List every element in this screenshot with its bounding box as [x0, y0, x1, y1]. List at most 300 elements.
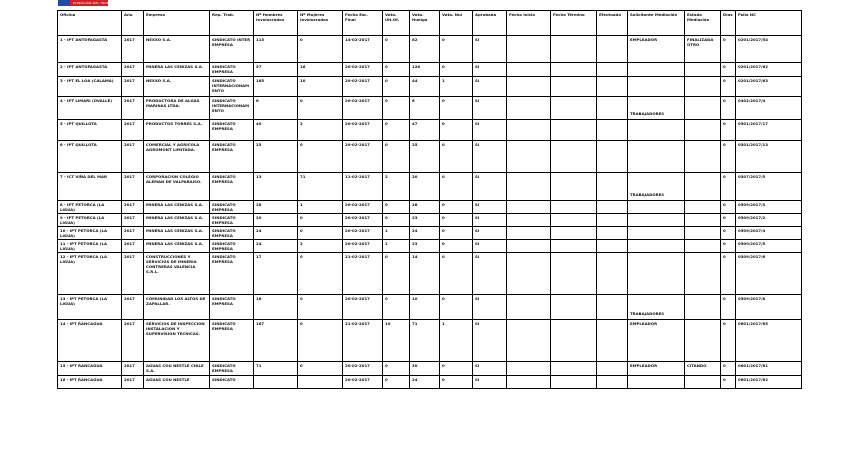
table-cell: 165 — [254, 77, 298, 97]
table-cell — [551, 120, 597, 141]
table-cell — [597, 320, 628, 362]
table-cell: 24 — [410, 376, 440, 389]
table-cell: MINERA LAS CENIZAS S.A. — [144, 63, 210, 77]
table-cell: 2017 — [122, 240, 144, 253]
table-cell: SINDICATO — [210, 376, 254, 389]
table-cell: 1 - IPT ANTOFAGASTA — [58, 36, 122, 63]
table-cell: SI — [473, 97, 507, 120]
table-row — [58, 240, 802, 253]
table-cell: 0 — [721, 141, 736, 173]
table-row — [58, 141, 802, 173]
table-row — [58, 214, 802, 227]
table-row — [58, 120, 802, 141]
table-cell: 2017 — [122, 362, 144, 376]
table-cell — [298, 376, 343, 389]
table-cell: 0 — [298, 253, 343, 295]
table-cell: 20 — [410, 173, 440, 201]
table-cell — [685, 240, 721, 253]
table-row — [58, 376, 802, 389]
table-cell — [551, 376, 597, 389]
table-cell: 1 — [383, 227, 410, 240]
column-header: Efectuada — [597, 11, 628, 36]
table-cell: 0 — [383, 214, 410, 227]
table-cell: 126 — [410, 63, 440, 77]
table-cell — [597, 376, 628, 389]
table-cell: SINDICATO EMPRESA — [210, 295, 254, 320]
table-cell: 3 - IPT EL LOA (CALAMA) — [58, 77, 122, 97]
column-header: Aprobada — [473, 11, 507, 36]
column-header: Estado Mediación — [685, 11, 721, 36]
table-cell: SINDICATO EMPRESA — [210, 201, 254, 214]
table-cell: 25 — [254, 141, 298, 173]
table-cell — [628, 227, 685, 240]
table-cell: 24 — [254, 227, 298, 240]
column-header: Fecha Inicio — [507, 11, 551, 36]
table-cell: 0 — [440, 120, 473, 141]
table-cell — [507, 63, 551, 77]
table-cell: CITANDO — [685, 362, 721, 376]
table-cell: 0 — [383, 97, 410, 120]
table-cell: SINDICATO EMPRESA — [210, 120, 254, 141]
table-cell: SINDICATO EMPRESA — [210, 253, 254, 295]
table-cell: 20-02-2017 — [343, 63, 383, 77]
table-cell: 0 — [440, 201, 473, 214]
table-cell: 0 — [383, 77, 410, 97]
table-cell: 0 — [440, 173, 473, 201]
table-cell: SI — [473, 36, 507, 63]
column-header: Días — [721, 11, 736, 36]
table-cell: 2017 — [122, 173, 144, 201]
table-cell: SI — [473, 120, 507, 141]
table-cell: 57 — [254, 63, 298, 77]
table-cell: SINDICATO EMPRESA — [210, 320, 254, 362]
table-cell: SI — [473, 214, 507, 227]
table-cell — [597, 63, 628, 77]
table-cell: 2017 — [122, 214, 144, 227]
table-cell — [551, 201, 597, 214]
table-cell: 0509/2017/8 — [736, 295, 802, 320]
table-cell: 0 — [383, 36, 410, 63]
column-header: Fecha Esc. Final — [343, 11, 383, 36]
table-cell: 0 — [383, 201, 410, 214]
table-cell: 20-02-2017 — [343, 201, 383, 214]
table-cell: SI — [473, 63, 507, 77]
table-cell: 0501/2017/17 — [736, 120, 802, 141]
table-cell — [597, 36, 628, 63]
table-row — [58, 295, 802, 320]
table-cell: 20-02-2017 — [343, 295, 383, 320]
table-cell — [685, 141, 721, 173]
table-cell — [507, 376, 551, 389]
table-cell — [597, 362, 628, 376]
table-cell — [628, 77, 685, 97]
table-cell — [551, 253, 597, 295]
table-cell: 0 — [298, 214, 343, 227]
negotiations-table — [57, 10, 802, 389]
table-cell: 0 — [721, 240, 736, 253]
table-cell: AGUAS COU NESTLE CHILE S.A. — [144, 362, 210, 376]
table-cell: 0402/2017/4 — [736, 97, 802, 120]
table-cell: 2017 — [122, 77, 144, 97]
table-cell: 5 - IPT QUILLOTA — [58, 120, 122, 141]
table-cell: 15 - IPT RANCAGUA — [58, 362, 122, 376]
table-cell: 0 — [298, 141, 343, 173]
table-cell: 0 — [440, 240, 473, 253]
table-cell — [551, 240, 597, 253]
column-header: Nº Hombres Involucrados — [254, 11, 298, 36]
table-row — [58, 320, 802, 362]
table-cell: 0 — [298, 36, 343, 63]
column-header: Solicitante Mediación — [628, 11, 685, 36]
table-cell: 113 — [254, 36, 298, 63]
table-cell: 0509/2017/4 — [736, 227, 802, 240]
table-cell: 20-02-2017 — [343, 240, 383, 253]
table-cell: 20-02-2017 — [343, 227, 383, 240]
table-cell — [507, 227, 551, 240]
table-cell — [597, 227, 628, 240]
table-cell: 71 — [298, 173, 343, 201]
table-cell: 25 — [410, 141, 440, 173]
table-body — [58, 36, 802, 389]
table-cell: 82 — [410, 36, 440, 63]
table-cell — [597, 201, 628, 214]
table-cell: 10 - IPT PETORCA (LA LIGUA) — [58, 227, 122, 240]
table-cell — [551, 63, 597, 77]
table-cell: 0 — [721, 201, 736, 214]
table-cell: EMPLEADOR — [628, 362, 685, 376]
table-cell — [551, 295, 597, 320]
table-cell — [507, 120, 551, 141]
table-cell: 20-02-2017 — [343, 362, 383, 376]
table-cell: SI — [473, 201, 507, 214]
table-cell: SI — [473, 253, 507, 295]
column-header: Empresa — [144, 11, 210, 36]
table-cell: TRABAJADORES — [628, 295, 685, 320]
table-cell — [685, 214, 721, 227]
table-cell: 2 - IPT ANTOFAGASTA — [58, 63, 122, 77]
table-cell: 0509/2017/5 — [736, 240, 802, 253]
table-cell: 20 — [254, 214, 298, 227]
table-cell: COMERCIAL Y AGRICOLA AGROMONT LIMITADA. — [144, 141, 210, 173]
table-cell — [507, 253, 551, 295]
table-cell: 0 — [298, 227, 343, 240]
table-cell: SINDICATO INTERNACIONAMENTO — [210, 77, 254, 97]
table-cell: 10 — [383, 320, 410, 362]
table-cell — [597, 77, 628, 97]
table-cell — [597, 173, 628, 201]
table-cell: SI — [473, 77, 507, 97]
table-cell: 0 — [440, 97, 473, 120]
table-row — [58, 36, 802, 63]
table-cell: SINDICATO EMPRESA — [210, 227, 254, 240]
table-cell — [507, 77, 551, 97]
column-header: Nº Mujeres Involucradas — [298, 11, 343, 36]
table-cell — [551, 77, 597, 97]
table-cell: SI — [473, 376, 507, 389]
table-cell — [551, 141, 597, 173]
table-cell: 0 — [721, 295, 736, 320]
table-cell — [597, 141, 628, 173]
table-cell: 6 — [410, 97, 440, 120]
table-cell: TRABAJADORES — [628, 173, 685, 201]
table-cell: SI — [473, 141, 507, 173]
table-row — [58, 97, 802, 120]
table-row — [58, 77, 802, 97]
table-cell: MINERA LAS CENIZAS S.A. — [144, 227, 210, 240]
table-cell: PRODUCTORA DE ALGAS MARINAS LTDA. — [144, 97, 210, 120]
table-cell — [507, 320, 551, 362]
table-cell — [628, 240, 685, 253]
table-cell: 2 — [298, 120, 343, 141]
table-cell: 2017 — [122, 120, 144, 141]
table-cell: 0601/2017/81 — [736, 362, 802, 376]
table-cell — [628, 201, 685, 214]
table-cell: 0 — [721, 376, 736, 389]
table-cell — [597, 253, 628, 295]
table-cell: 28 — [410, 201, 440, 214]
table-cell: 9 - IPT PETORCA (LA LIGUA) — [58, 214, 122, 227]
table-cell: 0 — [440, 214, 473, 227]
table-cell: PRODUCTOS TORRES S.A. — [144, 120, 210, 141]
table-cell — [507, 214, 551, 227]
table-cell — [507, 173, 551, 201]
table-cell — [254, 376, 298, 389]
table-cell: 0 — [721, 63, 736, 77]
table-cell: 23 — [410, 214, 440, 227]
table-cell: 13 - IPT PETORCA (LA LIGUA) — [58, 295, 122, 320]
table-row — [58, 201, 802, 214]
table-cell: 6 — [254, 97, 298, 120]
table-cell: 0 — [721, 320, 736, 362]
table-cell: 167 — [254, 320, 298, 362]
table-cell: 2017 — [122, 63, 144, 77]
table-cell: 0 — [383, 253, 410, 295]
table-cell: NEXXO S.A. — [144, 77, 210, 97]
table-cell: 2017 — [122, 253, 144, 295]
column-header: Fecha Término — [551, 11, 597, 36]
table-cell — [551, 97, 597, 120]
table-cell — [551, 362, 597, 376]
table-cell: 0201/2017/62 — [736, 63, 802, 77]
table-cell — [551, 227, 597, 240]
table-cell: 24 — [410, 227, 440, 240]
table-cell: 71 — [254, 362, 298, 376]
table-cell: 0 — [440, 141, 473, 173]
table-cell: SI — [473, 173, 507, 201]
table-cell: 0 — [721, 36, 736, 63]
table-header-row — [58, 11, 802, 36]
table-cell: 2017 — [122, 141, 144, 173]
table-cell — [551, 214, 597, 227]
table-cell: 0 — [440, 253, 473, 295]
table-cell — [685, 77, 721, 97]
table-cell: SI — [473, 240, 507, 253]
table-cell: SINDICATO INTER EMPRESA — [210, 36, 254, 63]
table-cell: 20-02-2017 — [343, 120, 383, 141]
table-cell: 44 — [410, 77, 440, 97]
table-cell: 0 — [721, 120, 736, 141]
table-cell: 4 - IPT LIMARI (OVALLE) — [58, 97, 122, 120]
table-cell: 21-02-2017 — [343, 320, 383, 362]
table-cell — [685, 295, 721, 320]
table-cell: 0 — [440, 63, 473, 77]
table-cell: 0 — [298, 97, 343, 120]
logo-text: DIRECCIÓN DEL TRABAJO — [73, 1, 116, 5]
table-cell: 11 - IPT PETORCA (LA LIGUA) — [58, 240, 122, 253]
table-cell — [597, 295, 628, 320]
logo — [58, 0, 116, 6]
column-header: Rep. Trab. — [210, 11, 254, 36]
table-cell — [685, 376, 721, 389]
column-header: Oficina — [58, 11, 122, 36]
table-cell: COMUNIDAD LOS ALTOS DE ZAPALLAR. — [144, 295, 210, 320]
table-cell: 0 — [440, 362, 473, 376]
table-cell: SINDICATO EMPRESA — [210, 240, 254, 253]
table-cell: 0601/2017/85 — [736, 320, 802, 362]
table-cell — [597, 214, 628, 227]
table-cell: 28 — [254, 201, 298, 214]
table-cell — [628, 63, 685, 77]
table-cell: 71 — [410, 320, 440, 362]
table-cell: 14 — [410, 253, 440, 295]
table-cell: 20-02-2017 — [343, 77, 383, 97]
table-row — [58, 253, 802, 295]
table-cell: EMPLEADOR — [628, 36, 685, 63]
table-cell: 1 — [440, 320, 473, 362]
table-cell — [685, 173, 721, 201]
table-cell — [628, 376, 685, 389]
table-cell: 0 — [721, 214, 736, 227]
table-cell: 20-02-2017 — [343, 141, 383, 173]
table-cell — [507, 201, 551, 214]
table-cell: SI — [473, 362, 507, 376]
table-cell: 10 — [410, 295, 440, 320]
table-cell: 0 — [440, 295, 473, 320]
table-cell — [507, 36, 551, 63]
table-cell: SINDICATO EMPRESA — [210, 63, 254, 77]
table-cell — [597, 97, 628, 120]
table-cell — [507, 240, 551, 253]
table-cell: 0 — [721, 253, 736, 295]
table-cell — [685, 201, 721, 214]
table-cell: 16 - IPT RANCAGUA — [58, 376, 122, 389]
table-cell: 12 - IPT PETORCA (LA LIGUA) — [58, 253, 122, 295]
table-cell: 0 — [383, 362, 410, 376]
table-cell: 11-02-2017 — [343, 173, 383, 201]
table-cell: 20-02-2017 — [343, 376, 383, 389]
table-cell: 14-02-2017 — [343, 36, 383, 63]
table-cell: 7 - ICT VIÑA DEL MAR — [58, 173, 122, 201]
table-cell — [685, 120, 721, 141]
table-cell: 10 — [298, 77, 343, 97]
table-cell: 21-02-2017 — [343, 253, 383, 295]
table-cell: 0 — [383, 120, 410, 141]
table-cell — [597, 240, 628, 253]
table-cell — [507, 295, 551, 320]
table-cell: 1 — [298, 201, 343, 214]
table-cell: 8 - IPT PETORCA (LA LIGUA) — [58, 201, 122, 214]
table-cell: SERVICIOS DE INSPECCION INSTALACION Y SUPERVISION TECNICAS. — [144, 320, 210, 362]
table-cell: SI — [473, 227, 507, 240]
table-cell — [685, 320, 721, 362]
table-cell: 2 — [298, 240, 343, 253]
column-header: Vota. Huelga — [410, 11, 440, 36]
table-cell — [628, 214, 685, 227]
table-cell: 1 — [383, 240, 410, 253]
table-row — [58, 362, 802, 376]
table-cell: SI — [473, 295, 507, 320]
table-cell: 0509/2017/6 — [736, 253, 802, 295]
table-cell — [628, 141, 685, 173]
logo-flag-blue — [58, 0, 70, 6]
table-cell — [551, 320, 597, 362]
table-cell: SINDICATO EMPRESA — [210, 214, 254, 227]
table-cell: 0 — [298, 362, 343, 376]
table-cell: SI — [473, 320, 507, 362]
table-cell: 0 — [383, 295, 410, 320]
table-cell: FINALIZADA OTRO — [685, 36, 721, 63]
table-cell — [507, 97, 551, 120]
column-header: Año — [122, 11, 144, 36]
table-cell: MINERA LAS CENIZAS S.A. — [144, 214, 210, 227]
table-cell — [597, 120, 628, 141]
table-cell: CONSTRUCCIONES Y SERVICIOS DE MINERIA CONTRERAS VALENCIA S.R.L. — [144, 253, 210, 295]
table-cell: SINDICATO EMPRESA — [210, 173, 254, 201]
table-cell: SINDICATO EMPRESA — [210, 362, 254, 376]
table-cell: 0509/2017/2 — [736, 214, 802, 227]
table-cell: TRABAJADORES — [628, 97, 685, 120]
table-cell: 23 — [410, 240, 440, 253]
table-cell: SINDICATO INTERNACIONAMENTO — [210, 97, 254, 120]
table-cell: MINERA LAS CENIZAS S.A. — [144, 240, 210, 253]
table-cell — [551, 36, 597, 63]
table-cell: 2017 — [122, 320, 144, 362]
table-cell — [685, 63, 721, 77]
table-cell: 20-02-2017 — [343, 97, 383, 120]
table-cell: 14 - IPT RANCAGUA — [58, 320, 122, 362]
table-cell: MINERA LAS CENIZAS S.A. — [144, 201, 210, 214]
table-cell: EMPLEADOR — [628, 320, 685, 362]
table-cell: SINDICATO EMPRESA — [210, 141, 254, 173]
table-cell — [507, 362, 551, 376]
table-cell: 16 — [298, 63, 343, 77]
table-cell: 2017 — [122, 201, 144, 214]
table-cell — [507, 141, 551, 173]
table-row — [58, 227, 802, 240]
table-cell: 2 — [383, 173, 410, 201]
table-cell: AGUAS COU NESTLE — [144, 376, 210, 389]
table-cell: 24 — [254, 240, 298, 253]
table-cell: 0 — [440, 376, 473, 389]
table-cell — [551, 173, 597, 201]
column-header: Vota. Nul — [440, 11, 473, 36]
table-cell: 0 — [383, 141, 410, 173]
table-cell: 0201/2017/54 — [736, 36, 802, 63]
table-cell — [685, 253, 721, 295]
table-cell: 0509/2017/3 — [736, 201, 802, 214]
table-cell: 2017 — [122, 36, 144, 63]
table-cell: 6 - IPT QUILLOTA — [58, 141, 122, 173]
table-cell: 0 — [298, 295, 343, 320]
table-cell: 2017 — [122, 295, 144, 320]
table-cell: NEXXO S.A. — [144, 36, 210, 63]
table-cell: 0507/2017/5 — [736, 173, 802, 201]
table-cell: 0 — [721, 227, 736, 240]
table-cell: 47 — [410, 120, 440, 141]
table-cell — [628, 120, 685, 141]
table-cell: 0201/2017/63 — [736, 77, 802, 97]
table-cell: 30 — [410, 362, 440, 376]
